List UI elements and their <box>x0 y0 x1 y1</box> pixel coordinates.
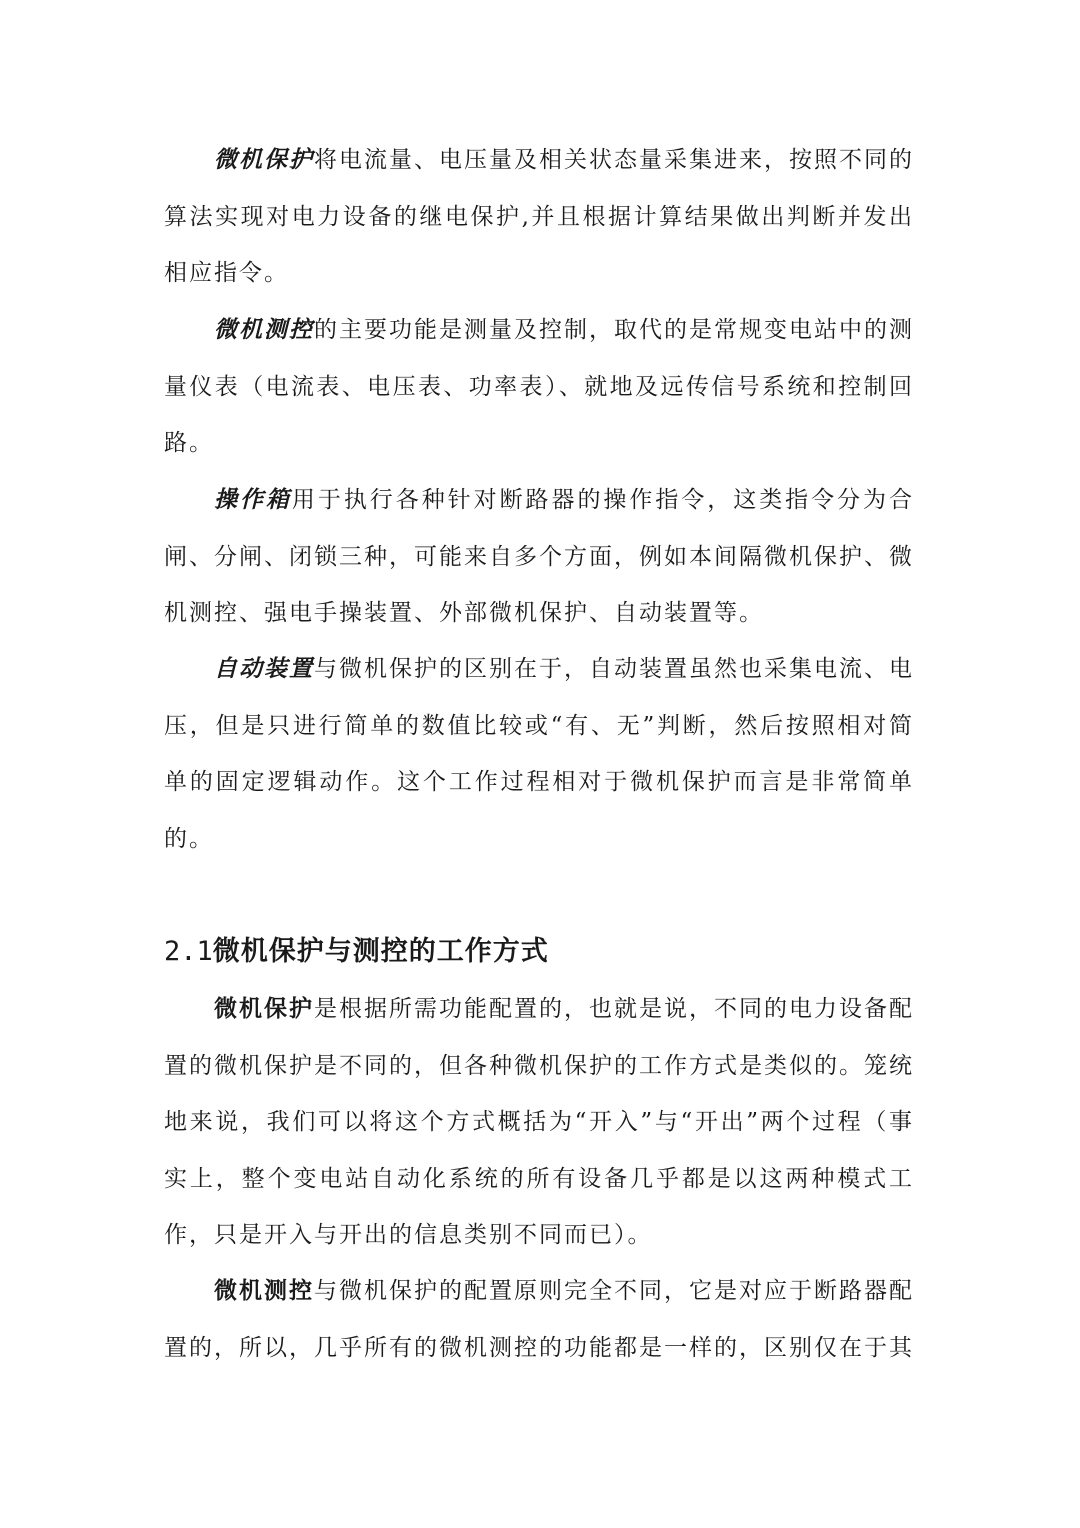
paragraph-section-measurement-control <box>164 1263 914 1376</box>
keyword-microcomputer-protection: 微机保护 <box>214 995 314 1022</box>
section-title: 微机保护与测控的工作方式 <box>212 936 549 967</box>
paragraph-text: 是根据所需功能配置的，也就是说，不同的电力设备配置的微机保护是不同的，但各种微机保护的工作方式是类似的。笼统地来说，我们可以将这个方式概括为“开入”与“开出”两个过程（事实上，整个变电站自动化系统的所有设备几乎都是以这两种模式工作，只是开入与开出的信息类别不同而已）。 <box>164 996 914 1248</box>
paragraph-text: 将电流量、电压量及相关状态量采集进来，按照不同的算法实现对电力设备的继电保护,并且根据计算结果做出判断并发出相应指令。 <box>164 147 914 286</box>
paragraph-text: 的主要功能是测量及控制，取代的是常规变电站中的测量仪表（电流表、电压表、功率表）、就地及远传信号系统和控制回路。 <box>164 317 914 456</box>
paragraph-operation-box <box>164 472 914 642</box>
keyword-automatic-device: 自动装置 <box>214 655 314 682</box>
keyword-microcomputer-measurement-control: 微机测控 <box>214 1277 314 1304</box>
paragraph-text: 与微机保护的区别在于，自动装置虽然也采集电流、电压，但是只进行简单的数值比较或“有、无”判断，然后按照相对简单的固定逻辑动作。这个工作过程相对于微机保护而言是非常简单的。 <box>164 656 914 852</box>
keyword-microcomputer-measurement-control: 微机测控 <box>214 316 314 343</box>
paragraph-microcomputer-protection <box>164 132 914 302</box>
section-number: 2.1 <box>164 936 213 967</box>
paragraph-section-protection <box>164 981 914 1264</box>
section-heading <box>164 924 549 980</box>
paragraph-text: 与微机保护的配置原则完全不同，它是对应于断路器配置的，所以，几乎所有的微机测控的功能都是一样的，区别仅在于其 <box>164 1278 914 1361</box>
paragraph-text: 用于执行各种针对断路器的操作指令，这类指令分为合闸、分闸、闭锁三种，可能来自多个方面，例如本间隔微机保护、微机测控、强电手操装置、外部微机保护、自动装置等。 <box>164 487 915 626</box>
keyword-operation-box: 操作箱 <box>214 486 292 513</box>
keyword-microcomputer-protection: 微机保护 <box>214 146 314 173</box>
paragraph-microcomputer-measurement-control <box>164 302 914 472</box>
paragraph-automatic-device <box>164 641 914 867</box>
